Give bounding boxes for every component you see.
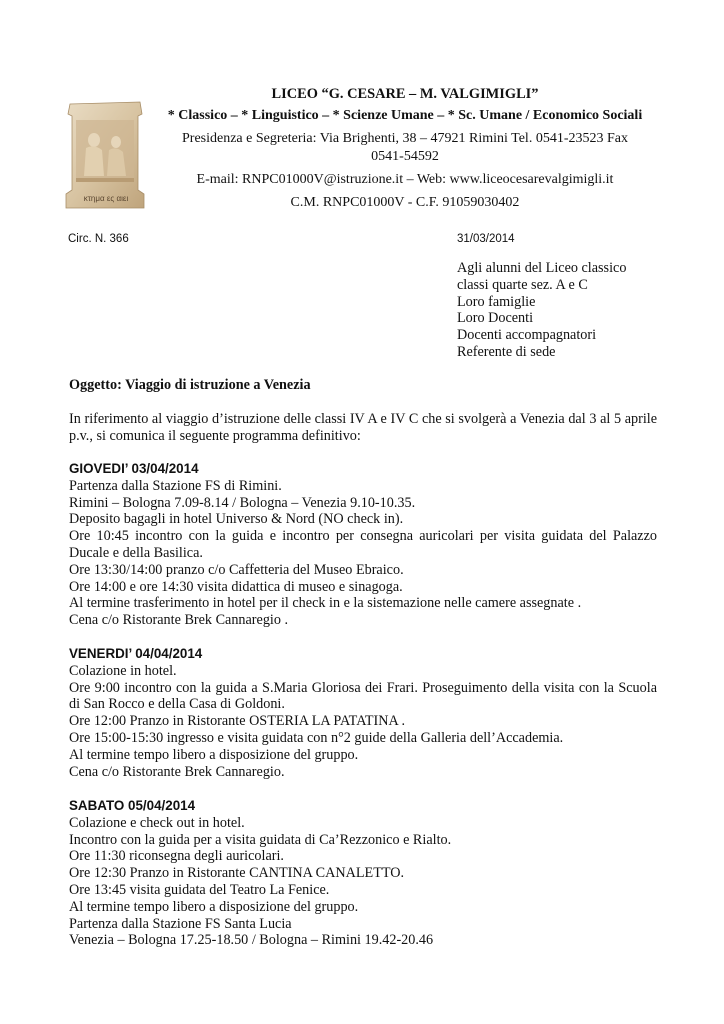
program-item: Ore 12:00 Pranzo in Ristorante OSTERIA LA PATATINA . [69, 713, 406, 730]
day-block-thursday [69, 461, 657, 629]
program-item: Ore 10:45 incontro con la guida e incontro per consegna auricolari per visita guidata del Palazzo Ducale e della Basilica. [69, 528, 657, 561]
program-item: Colazione e check out in hotel. [69, 814, 245, 831]
logo-caption: κτημα ες αιει [83, 194, 129, 203]
day-block-friday [69, 646, 657, 780]
day-title: SABATO 05/04/2014 [69, 798, 196, 813]
school-name: LICEO “G. CESARE – M. VALGIMIGLI” [271, 86, 539, 102]
program-item: Cena c/o Ristorante Brek Cannaregio. [69, 763, 285, 780]
day-title: GIOVEDI’ 03/04/2014 [69, 461, 199, 476]
codes-line: C.M. RNPC01000V - C.F. 91059030402 [290, 195, 520, 210]
program-item: Ore 15:00-15:30 ingresso e visita guidata con n°2 guide della Galleria dell’Accademia. [69, 729, 564, 746]
program-item: Al termine tempo libero a disposizione del gruppo. [69, 746, 359, 763]
program-item: Deposito bagagli in hotel Universo & Nord (NO check in). [69, 511, 404, 528]
program-item: Rimini – Bologna 7.09-8.14 / Bologna – Venezia 9.10-10.35. [69, 494, 416, 511]
school-courses: * Classico – * Linguistico – * Scienze Umane – * Sc. Umane / Economico Sociali [167, 108, 643, 123]
recipient-line: Docenti accompagnatori [457, 327, 597, 344]
recipients-block [457, 260, 626, 361]
day-block-saturday [69, 798, 657, 949]
recipient-line: classi quarte sez. A e C [457, 276, 588, 293]
day-title: VENERDI’ 04/04/2014 [69, 646, 203, 661]
program-item: Ore 14:00 e ore 14:30 visita didattica di museo e sinagoga. [69, 578, 403, 595]
program-item: Al termine tempo libero a disposizione del gruppo. [69, 898, 359, 915]
program-item: Partenza dalla Stazione FS di Rimini. [69, 477, 282, 494]
program-item: Cena c/o Ristorante Brek Cannaregio . [69, 612, 289, 629]
recipient-line: Loro Docenti [457, 310, 534, 327]
program-item: Al termine trasferimento in hotel per il check in e la sistemazione nelle camere assegnate . [69, 595, 582, 612]
program-item: Ore 9:00 incontro con la guida a S.Maria Gloriosa dei Frari. Proseguimento della visita con la Scuola di San Rocco e della Casa di Goldoni. [69, 679, 657, 713]
program-item: Ore 11:30 riconsegna degli auricolari. [69, 848, 284, 865]
address-line-1: Presidenza e Segreteria: Via Brighenti, 38 – 47921 Rimini Tel. 0541-23523 Fax [182, 131, 628, 146]
contacts-line: E-mail: RNPC01000V@istruzione.it – Web: www.liceocesarevalgimigli.it [196, 172, 614, 187]
program-item: Ore 12:30 Pranzo in Ristorante CANTINA CANALETTO. [69, 865, 405, 882]
circular-date: 31/03/2014 [457, 233, 515, 245]
recipient-line: Agli alunni del Liceo classico [457, 260, 627, 276]
program-item: Incontro con la guida per a visita guidata di Ca’Rezzonico e Rialto. [69, 831, 452, 848]
recipient-line: Referente di sede [457, 343, 556, 360]
circular-number: Circ. N. 366 [68, 233, 129, 245]
address-line-2: 0541-54592 [371, 149, 439, 164]
program-item: Partenza dalla Stazione FS Santa Lucia [69, 915, 292, 932]
intro-paragraph: In riferimento al viaggio d’istruzione delle classi IV A e IV C che si svolgerà a Venezia dal 3 al 5 aprile p.v., si comunica il seguente programma definitivo: [69, 411, 657, 444]
program-item: Ore 13:45 visita guidata del Teatro La Fenice. [69, 881, 330, 898]
program-item: Colazione in hotel. [69, 662, 177, 679]
recipient-line: Loro famiglie [457, 293, 536, 310]
subject-line: Oggetto: Viaggio di istruzione a Venezia [69, 377, 311, 393]
program-item: Venezia – Bologna 17.25-18.50 / Bologna – Rimini 19.42-20.46 [69, 932, 434, 949]
program-item: Ore 13:30/14:00 pranzo c/o Caffetteria del Museo Ebraico. [69, 561, 404, 578]
school-logo [62, 98, 148, 210]
